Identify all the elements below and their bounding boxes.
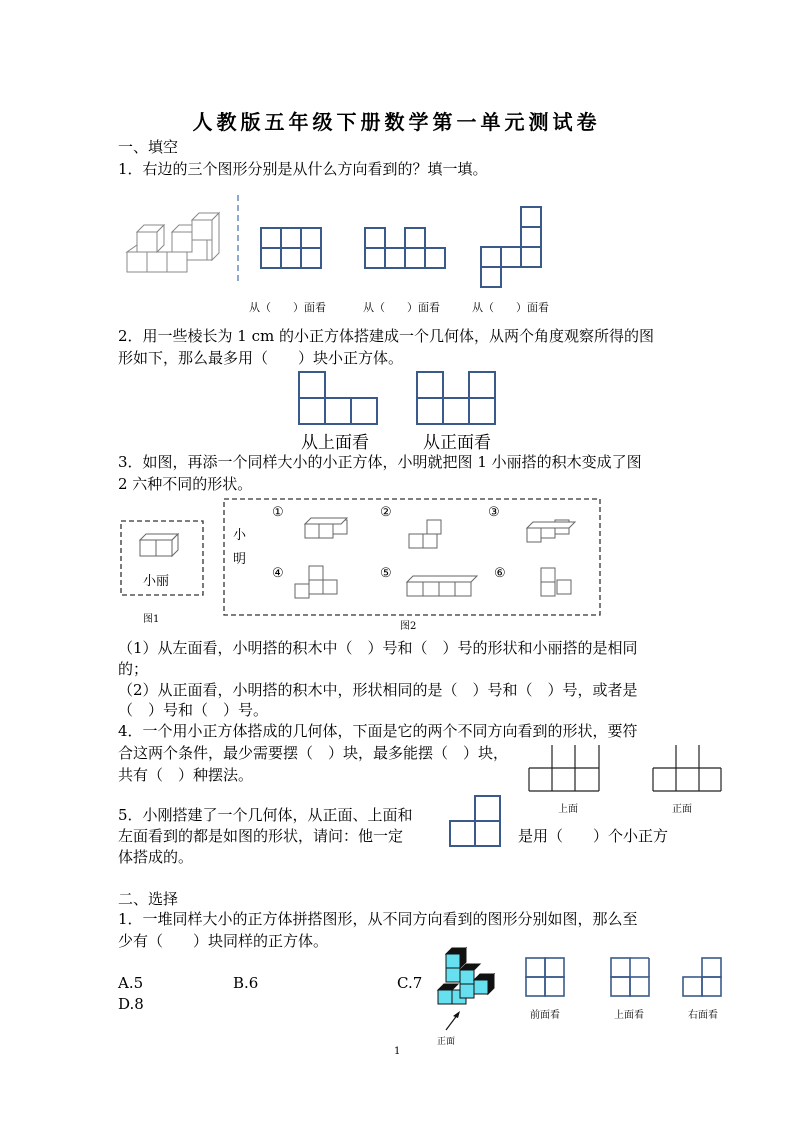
q4-line1: 4．一个用小正方体搭成的几何体，下面是它的两个不同方向看到的形状，要符 [118, 722, 638, 740]
section2-heading: 二、选择 [118, 890, 179, 908]
s2-cap-top: 上面看 [614, 1010, 644, 1021]
q2-cap-front: 从正面看 [423, 433, 491, 453]
s2-q1-line2: 少有（ ）块同样的正方体。 [118, 932, 329, 950]
q3-num-3: ③ [488, 505, 500, 520]
s2-top-view-grid [610, 957, 650, 997]
page-number: 1 [394, 1046, 401, 1057]
q4-front-view-grid [652, 744, 722, 792]
q3-num-4: ④ [272, 566, 284, 581]
option-a[interactable]: A.5 [118, 974, 144, 992]
q3-num-1: ① [272, 505, 284, 520]
q3-xiaoli: 小丽 [143, 574, 170, 589]
q1-isometric-figure [122, 205, 222, 275]
s2-front-label: 正面 [437, 1037, 456, 1047]
q4-top-view-grid [528, 744, 600, 792]
q3-fig2-label: 图2 [400, 621, 417, 632]
q3-sub2-line2: （ ）号和（ ）号。 [118, 701, 269, 719]
q3-fig1-label: 图1 [143, 614, 160, 625]
front-arrow-icon [444, 1010, 462, 1032]
q3-xiaoming-2: 明 [233, 552, 247, 567]
s2-front-view-grid [525, 957, 565, 997]
s2-q1-cube-stack [434, 946, 498, 1010]
section1-heading: 一、填空 [118, 138, 179, 156]
q3-num-6: ⑥ [494, 566, 506, 581]
s2-cap-front: 前面看 [530, 1010, 560, 1021]
q3-xiaoming-1: 小 [233, 528, 247, 543]
q1-view-grid-3 [480, 206, 542, 288]
s2-right-view-grid [682, 957, 722, 997]
q3-sub1-line1: （1）从左面看，小明搭的积木中（ ）号和（ ）号的形状和小丽搭的是相同 [118, 639, 638, 657]
q5-view-grid [449, 795, 501, 847]
option-b[interactable]: B.6 [233, 974, 259, 992]
q1-text: 1．右边的三个图形分别是从什么方向看到的？填一填。 [118, 160, 488, 178]
page-title: 人教版五年级下册数学第一单元测试卷 [192, 110, 601, 134]
q4-line2: 合这两个条件，最少需要摆（ ）块，最多能摆（ ）块， [118, 744, 509, 762]
option-c[interactable]: C.7 [397, 974, 423, 992]
q2-line1: 2．用一些棱长为 1 cm 的小正方体搭建成一个几何体，从两个角度观察所得的图 [118, 327, 655, 345]
q3-line2: 2 六种不同的形状。 [118, 475, 253, 493]
q4-line3: 共有（ ）种摆法。 [118, 766, 254, 784]
q3-sub2-line1: （2）从正面看，小明搭的积木中，形状相同的是（ ）号和（ ）号，或者是 [118, 681, 638, 699]
q5-line2a: 左面看到的都是如图的形状，请问：他一定 [118, 827, 404, 845]
q2-top-view-grid [298, 371, 378, 425]
q1-dashed-divider [236, 195, 240, 285]
q1-view-grid-1 [260, 227, 322, 269]
q4-cap-front: 正面 [672, 804, 692, 815]
s2-cap-right: 右面看 [688, 1010, 718, 1021]
option-d[interactable]: D.8 [118, 995, 144, 1013]
q3-line1: 3．如图，再添一个同样大小的小正方体，小明就把图 1 小丽搭的积木变成了图 [118, 453, 642, 471]
q1-label-1: 从（ ）面看 [249, 301, 326, 314]
q1-view-grid-2 [364, 227, 446, 269]
q2-cap-top: 从上面看 [301, 433, 369, 453]
q5-line1: 5．小刚搭建了一个几何体，从正面、上面和 [118, 806, 413, 824]
q1-label-2: 从（ ）面看 [363, 301, 440, 314]
s2-q1-line1: 1．一堆同样大小的正方体拼搭图形，从不同方向看到的图形分别如图，那么至 [118, 910, 638, 928]
q4-cap-top: 上面 [558, 804, 578, 815]
q3-num-2: ② [380, 505, 392, 520]
q3-num-5: ⑤ [380, 566, 392, 581]
q2-line2: 形如下，那么最多用（ ）块小正方体。 [118, 349, 404, 367]
q5-line2b: 是用（ ）个小正方 [518, 827, 669, 845]
q5-line3: 体搭成的。 [118, 848, 194, 866]
q3-sub1-line2: 的； [118, 660, 149, 678]
q2-front-view-grid [416, 371, 496, 425]
q1-label-3: 从（ ）面看 [472, 301, 549, 314]
